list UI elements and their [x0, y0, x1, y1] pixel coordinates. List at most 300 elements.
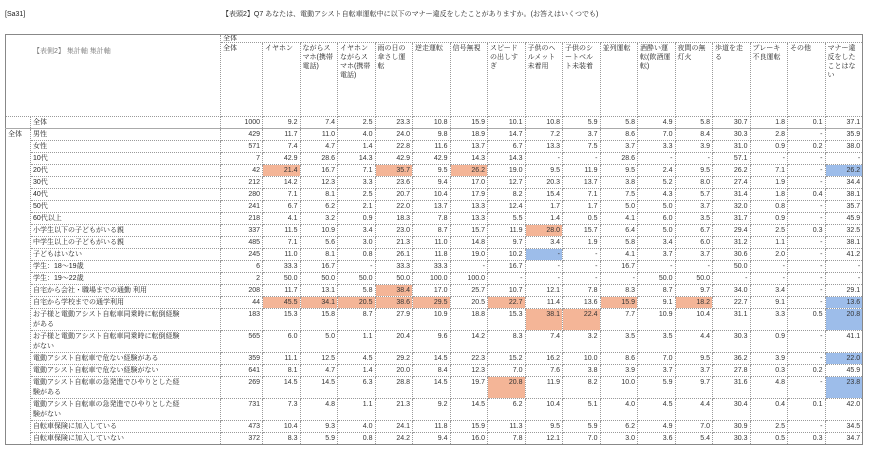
percent-cell: 11.6 — [413, 141, 451, 153]
percent-cell: 5.0 — [300, 331, 338, 353]
percent-cell: 16.7 — [300, 165, 338, 177]
percent-cell: 45.9 — [825, 213, 863, 225]
percent-cell: 30.3 — [713, 433, 751, 445]
percent-cell: 15.7 — [563, 225, 601, 237]
percent-cell: 11.9 — [563, 165, 601, 177]
percent-cell: 25.7 — [450, 285, 488, 297]
percent-cell: - — [788, 273, 826, 285]
percent-cell: 1.4 — [338, 141, 376, 153]
percent-cell: 21.4 — [263, 165, 301, 177]
percent-cell: 5.5 — [488, 213, 526, 225]
percent-cell: 22.8 — [375, 141, 413, 153]
percent-cell: 15.9 — [450, 421, 488, 433]
percent-cell: 0.9 — [338, 213, 376, 225]
sample-size-cell: 245 — [221, 249, 263, 261]
percent-cell: 4.5 — [338, 353, 376, 365]
top-group-label: 全体 — [221, 35, 863, 43]
percent-cell: 12.1 — [525, 285, 563, 297]
column-header: 逆走運転 — [413, 43, 451, 117]
percent-cell: 34.0 — [713, 285, 751, 297]
percent-cell: 33.3 — [375, 261, 413, 273]
percent-cell: 13.7 — [450, 141, 488, 153]
percent-cell: 13.6 — [563, 297, 601, 309]
table-row — [6, 331, 863, 353]
percent-cell: 2.0 — [750, 249, 788, 261]
percent-cell: 0.3 — [788, 225, 826, 237]
percent-cell: 6.0 — [263, 331, 301, 353]
percent-cell: 12.5 — [300, 353, 338, 365]
percent-cell: 35.9 — [825, 129, 863, 141]
percent-cell: 9.7 — [488, 237, 526, 249]
row-label-text: 男性 — [33, 131, 47, 138]
percent-cell: 10.2 — [488, 249, 526, 261]
percent-cell: 5.0 — [638, 201, 676, 213]
percent-cell: 11.3 — [488, 421, 526, 433]
crosstab-table — [5, 34, 863, 445]
percent-cell: 0.2 — [788, 141, 826, 153]
percent-cell: 14.3 — [488, 153, 526, 165]
percent-cell: 9.6 — [413, 331, 451, 353]
percent-cell: 26.1 — [375, 249, 413, 261]
percent-cell: 27.4 — [713, 177, 751, 189]
percent-cell: 15.7 — [450, 225, 488, 237]
row-label — [31, 189, 221, 201]
percent-cell: 3.7 — [675, 201, 713, 213]
percent-cell: 20.8 — [488, 377, 526, 399]
percent-cell: 11.1 — [263, 353, 301, 365]
percent-cell: 10.9 — [413, 309, 451, 331]
percent-cell: 14.5 — [450, 399, 488, 421]
percent-cell: 8.6 — [600, 129, 638, 141]
sample-size-cell: 359 — [221, 353, 263, 365]
row-label — [31, 309, 221, 331]
percent-cell: 15.2 — [488, 353, 526, 365]
percent-cell: - — [488, 273, 526, 285]
percent-cell: - — [525, 153, 563, 165]
percent-cell: 28.6 — [600, 153, 638, 165]
percent-cell: 11.9 — [525, 377, 563, 399]
percent-cell: 11.0 — [413, 237, 451, 249]
percent-cell: 3.5 — [675, 213, 713, 225]
sample-size-cell: 372 — [221, 433, 263, 445]
percent-cell: 7.1 — [263, 237, 301, 249]
sample-size-cell: 218 — [221, 213, 263, 225]
percent-cell: 17.0 — [450, 177, 488, 189]
percent-cell: 45.5 — [263, 297, 301, 309]
percent-cell: - — [788, 261, 826, 273]
percent-cell: - — [563, 273, 601, 285]
row-label-text: 20代 — [33, 167, 48, 174]
row-label — [31, 297, 221, 309]
percent-cell: 15.9 — [600, 297, 638, 309]
percent-cell: 5.9 — [563, 117, 601, 129]
percent-cell: 14.2 — [450, 331, 488, 353]
percent-cell: 11.7 — [263, 129, 301, 141]
percent-cell: 3.0 — [338, 237, 376, 249]
percent-cell: 9.2 — [263, 117, 301, 129]
percent-cell: 7.4 — [525, 331, 563, 353]
percent-cell: 31.0 — [713, 141, 751, 153]
row-label-text: 自宅から学校までの通学利用 — [33, 299, 124, 306]
percent-cell: 16.7 — [300, 261, 338, 273]
table-row — [6, 189, 863, 201]
row-label — [31, 399, 221, 421]
percent-cell: 31.2 — [713, 237, 751, 249]
percent-cell: 3.4 — [525, 237, 563, 249]
table-row — [6, 165, 863, 177]
percent-cell: 4.1 — [263, 213, 301, 225]
percent-cell: 8.3 — [488, 331, 526, 353]
percent-cell: 33.3 — [413, 261, 451, 273]
table-row — [6, 365, 863, 377]
percent-cell: 41.1 — [825, 331, 863, 353]
percent-cell: - — [788, 237, 826, 249]
row-label-text: 30代 — [33, 179, 48, 186]
column-header: 信号無視 — [450, 43, 488, 117]
percent-cell: 1.9 — [563, 237, 601, 249]
group-cell-empty — [6, 117, 31, 129]
percent-cell: 4.4 — [675, 399, 713, 421]
percent-cell: - — [525, 249, 563, 261]
percent-cell: - — [525, 261, 563, 273]
percent-cell: 3.4 — [750, 285, 788, 297]
percent-cell: 13.1 — [300, 285, 338, 297]
percent-cell: 3.4 — [638, 237, 676, 249]
table-code: [Sa31] — [5, 11, 26, 18]
percent-cell: 20.8 — [825, 309, 863, 331]
percent-cell: 8.3 — [600, 285, 638, 297]
percent-cell: 30.3 — [713, 129, 751, 141]
percent-cell: - — [750, 273, 788, 285]
percent-cell: 38.0 — [825, 141, 863, 153]
percent-cell: - — [825, 153, 863, 165]
percent-cell: - — [563, 153, 601, 165]
row-label — [31, 177, 221, 189]
row-label-text: 電動アシスト自転車で危ない経験がある — [33, 355, 159, 362]
row-label-text: 全体 — [33, 119, 47, 126]
percent-cell: 3.2 — [563, 331, 601, 353]
percent-cell: 31.7 — [713, 213, 751, 225]
percent-cell: - — [788, 297, 826, 309]
percent-cell: 31.6 — [713, 377, 751, 399]
percent-cell: 27.8 — [713, 365, 751, 377]
percent-cell: 5.8 — [600, 117, 638, 129]
percent-cell: 3.4 — [338, 225, 376, 237]
percent-cell: - — [788, 153, 826, 165]
percent-cell: 11.5 — [263, 225, 301, 237]
percent-cell: - — [600, 273, 638, 285]
percent-cell: 33.3 — [263, 261, 301, 273]
column-header: その他 — [788, 43, 826, 117]
percent-cell: 29.1 — [825, 285, 863, 297]
row-label-text: お子様と電動アシスト自転車同乗時に転倒経験がない — [33, 333, 180, 350]
percent-cell: 4.0 — [600, 399, 638, 421]
percent-cell: 10.8 — [525, 117, 563, 129]
percent-cell: 1.1 — [338, 331, 376, 353]
column-header: 子供のシートベルト未装着 — [563, 43, 601, 117]
percent-cell: 3.5 — [600, 331, 638, 353]
percent-cell: 9.1 — [638, 297, 676, 309]
percent-cell: 3.7 — [675, 365, 713, 377]
percent-cell: 13.7 — [413, 201, 451, 213]
percent-cell: 35.7 — [375, 165, 413, 177]
percent-cell: 5.9 — [638, 377, 676, 399]
percent-cell: 8.3 — [263, 433, 301, 445]
percent-cell: 41.2 — [825, 249, 863, 261]
percent-cell: 6.2 — [300, 201, 338, 213]
percent-cell: 42.9 — [413, 153, 451, 165]
table-header — [6, 35, 863, 117]
sample-size-cell: 731 — [221, 399, 263, 421]
percent-cell: - — [788, 249, 826, 261]
table-row — [6, 201, 863, 213]
row-group-label: 全体 — [6, 129, 31, 445]
percent-cell: 31.4 — [713, 189, 751, 201]
sample-size-cell: 565 — [221, 331, 263, 353]
percent-cell: - — [750, 261, 788, 273]
percent-cell: 7.8 — [488, 433, 526, 445]
percent-cell: 6.3 — [338, 377, 376, 399]
percent-cell: 12.7 — [488, 177, 526, 189]
percent-cell: 13.3 — [450, 201, 488, 213]
row-label-text: 学生：18～19歳 — [33, 263, 84, 270]
percent-cell: 23.8 — [825, 377, 863, 399]
row-label — [31, 153, 221, 165]
column-header: イヤホン — [263, 43, 301, 117]
percent-cell: 42.0 — [825, 399, 863, 421]
percent-cell: 3.3 — [638, 141, 676, 153]
percent-cell: 18.8 — [450, 309, 488, 331]
percent-cell: 9.8 — [413, 129, 451, 141]
percent-cell: 10.7 — [488, 285, 526, 297]
percent-cell: 15.3 — [488, 309, 526, 331]
percent-cell: 5.1 — [563, 399, 601, 421]
percent-cell: 10.4 — [413, 189, 451, 201]
percent-cell: 9.1 — [750, 297, 788, 309]
row-label-text: 女性 — [33, 143, 47, 150]
table-title: 【表頭2】Q7 あなたは、電動アシスト自転車運転中に以下のマナー違反をしたことがありますか。(お答えはいくつでも) — [222, 11, 599, 18]
percent-cell: 4.7 — [300, 141, 338, 153]
column-header: 歩道を走る — [713, 43, 751, 117]
percent-cell: 2.8 — [750, 129, 788, 141]
percent-cell: 28.6 — [300, 153, 338, 165]
percent-cell: 5.2 — [638, 177, 676, 189]
row-label — [31, 237, 221, 249]
percent-cell: 14.3 — [450, 153, 488, 165]
percent-cell: 7.1 — [563, 189, 601, 201]
table-row — [6, 249, 863, 261]
percent-cell: 14.5 — [263, 377, 301, 399]
percent-cell: 0.2 — [788, 365, 826, 377]
column-header: イヤホン ながらスマホ(携帯電話) — [338, 43, 376, 117]
percent-cell: 5.0 — [600, 201, 638, 213]
row-label — [31, 261, 221, 273]
percent-cell: 18.3 — [375, 213, 413, 225]
percent-cell: 2.4 — [638, 165, 676, 177]
percent-cell: 24.1 — [375, 421, 413, 433]
percent-cell: 1.4 — [525, 213, 563, 225]
row-label — [31, 353, 221, 365]
row-label — [31, 365, 221, 377]
axis-label: 【表側2】 集計軸 集計軸 — [6, 35, 221, 117]
table-body — [6, 117, 863, 445]
percent-cell: - — [788, 129, 826, 141]
percent-cell: 16.7 — [488, 261, 526, 273]
table-row — [6, 399, 863, 421]
percent-cell: 22.3 — [450, 353, 488, 365]
percent-cell: - — [788, 353, 826, 365]
percent-cell: 2.1 — [338, 201, 376, 213]
percent-cell: - — [825, 273, 863, 285]
percent-cell: 15.9 — [450, 117, 488, 129]
sample-size-cell: 212 — [221, 177, 263, 189]
percent-cell: 0.3 — [788, 433, 826, 445]
percent-cell: 14.5 — [413, 353, 451, 365]
percent-cell: 13.3 — [450, 213, 488, 225]
percent-cell: 3.3 — [338, 177, 376, 189]
percent-cell: 20.5 — [450, 297, 488, 309]
table-row — [6, 237, 863, 249]
percent-cell: 0.5 — [788, 309, 826, 331]
percent-cell: 1.4 — [338, 365, 376, 377]
percent-cell: 50.0 — [675, 273, 713, 285]
column-header: スピードの出しすぎ — [488, 43, 526, 117]
row-label — [31, 249, 221, 261]
percent-cell: 3.8 — [563, 365, 601, 377]
row-label-text: 電動アシスト自転車の急発進でひやりとした経験がある — [33, 379, 180, 396]
percent-cell: - — [638, 153, 676, 165]
percent-cell: 6.7 — [675, 225, 713, 237]
percent-cell: 9.5 — [600, 165, 638, 177]
percent-cell: 0.4 — [750, 399, 788, 421]
column-header: 雨の日の傘さし運転 — [375, 43, 413, 117]
row-label — [31, 377, 221, 399]
column-header-total: 全体 — [221, 43, 263, 117]
percent-cell: 10.8 — [413, 117, 451, 129]
percent-cell: 0.8 — [338, 433, 376, 445]
percent-cell: 5.9 — [563, 421, 601, 433]
percent-cell: 3.6 — [638, 433, 676, 445]
percent-cell: 28.8 — [375, 377, 413, 399]
sample-size-cell: 429 — [221, 129, 263, 141]
percent-cell: 18.9 — [450, 129, 488, 141]
percent-cell: 8.0 — [675, 177, 713, 189]
percent-cell: 12.1 — [525, 433, 563, 445]
percent-cell: 20.4 — [375, 331, 413, 353]
percent-cell: 4.8 — [300, 399, 338, 421]
percent-cell: 5.9 — [300, 433, 338, 445]
percent-cell: 19.7 — [450, 377, 488, 399]
row-label-text: 自転車保険に加入している — [33, 423, 117, 430]
percent-cell: 12.3 — [300, 177, 338, 189]
table-row — [6, 213, 863, 225]
percent-cell: - — [638, 261, 676, 273]
percent-cell: 4.7 — [300, 365, 338, 377]
percent-cell: 23.0 — [375, 225, 413, 237]
percent-cell: 16.0 — [450, 433, 488, 445]
percent-cell: 3.8 — [600, 177, 638, 189]
percent-cell: 7.0 — [563, 433, 601, 445]
percent-cell: 0.9 — [750, 213, 788, 225]
percent-cell: - — [750, 153, 788, 165]
percent-cell: 11.4 — [525, 297, 563, 309]
percent-cell: 4.4 — [675, 331, 713, 353]
percent-cell: 5.7 — [675, 189, 713, 201]
percent-cell: 8.4 — [413, 365, 451, 377]
table-row — [6, 433, 863, 445]
percent-cell: 8.1 — [300, 189, 338, 201]
table-row — [6, 421, 863, 433]
percent-cell: 11.0 — [300, 129, 338, 141]
percent-cell: 26.2 — [713, 165, 751, 177]
percent-cell: 20.5 — [338, 297, 376, 309]
table-row — [6, 297, 863, 309]
percent-cell: 38.1 — [525, 309, 563, 331]
percent-cell: 3.7 — [675, 249, 713, 261]
percent-cell: - — [788, 165, 826, 177]
column-header: 並列運転 — [600, 43, 638, 117]
percent-cell: 14.8 — [450, 237, 488, 249]
row-label-text: 電動アシスト自転車で危ない経験がない — [33, 367, 159, 374]
percent-cell: 50.0 — [338, 273, 376, 285]
row-label — [31, 201, 221, 213]
percent-cell: - — [788, 377, 826, 399]
percent-cell: 9.3 — [300, 421, 338, 433]
percent-cell: 0.9 — [750, 331, 788, 353]
total-row — [6, 117, 863, 129]
percent-cell: 8.7 — [638, 285, 676, 297]
percent-cell: 8.1 — [263, 365, 301, 377]
percent-cell: 6.0 — [638, 213, 676, 225]
percent-cell: 1.1 — [750, 237, 788, 249]
header-group-row — [6, 35, 863, 43]
table-row — [6, 177, 863, 189]
percent-cell: 14.5 — [300, 377, 338, 399]
percent-cell: - — [788, 201, 826, 213]
percent-cell: 11.8 — [413, 249, 451, 261]
percent-cell: 24.2 — [375, 433, 413, 445]
percent-cell: 7.0 — [488, 365, 526, 377]
percent-cell: - — [563, 261, 601, 273]
percent-cell: 1.9 — [750, 177, 788, 189]
percent-cell: 3.0 — [600, 433, 638, 445]
percent-cell: 36.2 — [713, 353, 751, 365]
percent-cell: 34.1 — [300, 297, 338, 309]
percent-cell: - — [675, 153, 713, 165]
percent-cell: - — [788, 285, 826, 297]
table-row — [6, 273, 863, 285]
column-header: ながらスマホ(携帯電話) — [300, 43, 338, 117]
percent-cell: 10.4 — [263, 421, 301, 433]
row-label — [31, 141, 221, 153]
row-label-text: 50代 — [33, 203, 48, 210]
percent-cell: 16.7 — [600, 261, 638, 273]
percent-cell: 0.1 — [788, 399, 826, 421]
percent-cell: 10.4 — [675, 309, 713, 331]
percent-cell: 50.0 — [713, 261, 751, 273]
percent-cell: 13.6 — [825, 297, 863, 309]
percent-cell: 14.2 — [263, 177, 301, 189]
sample-size-cell: 42 — [221, 165, 263, 177]
sample-size-cell: 44 — [221, 297, 263, 309]
percent-cell: 6.7 — [263, 201, 301, 213]
percent-cell: 31.1 — [713, 309, 751, 331]
percent-cell: 20.3 — [525, 177, 563, 189]
row-label — [31, 285, 221, 297]
percent-cell: 100.0 — [450, 273, 488, 285]
percent-cell: 7.5 — [600, 189, 638, 201]
percent-cell: - — [525, 273, 563, 285]
